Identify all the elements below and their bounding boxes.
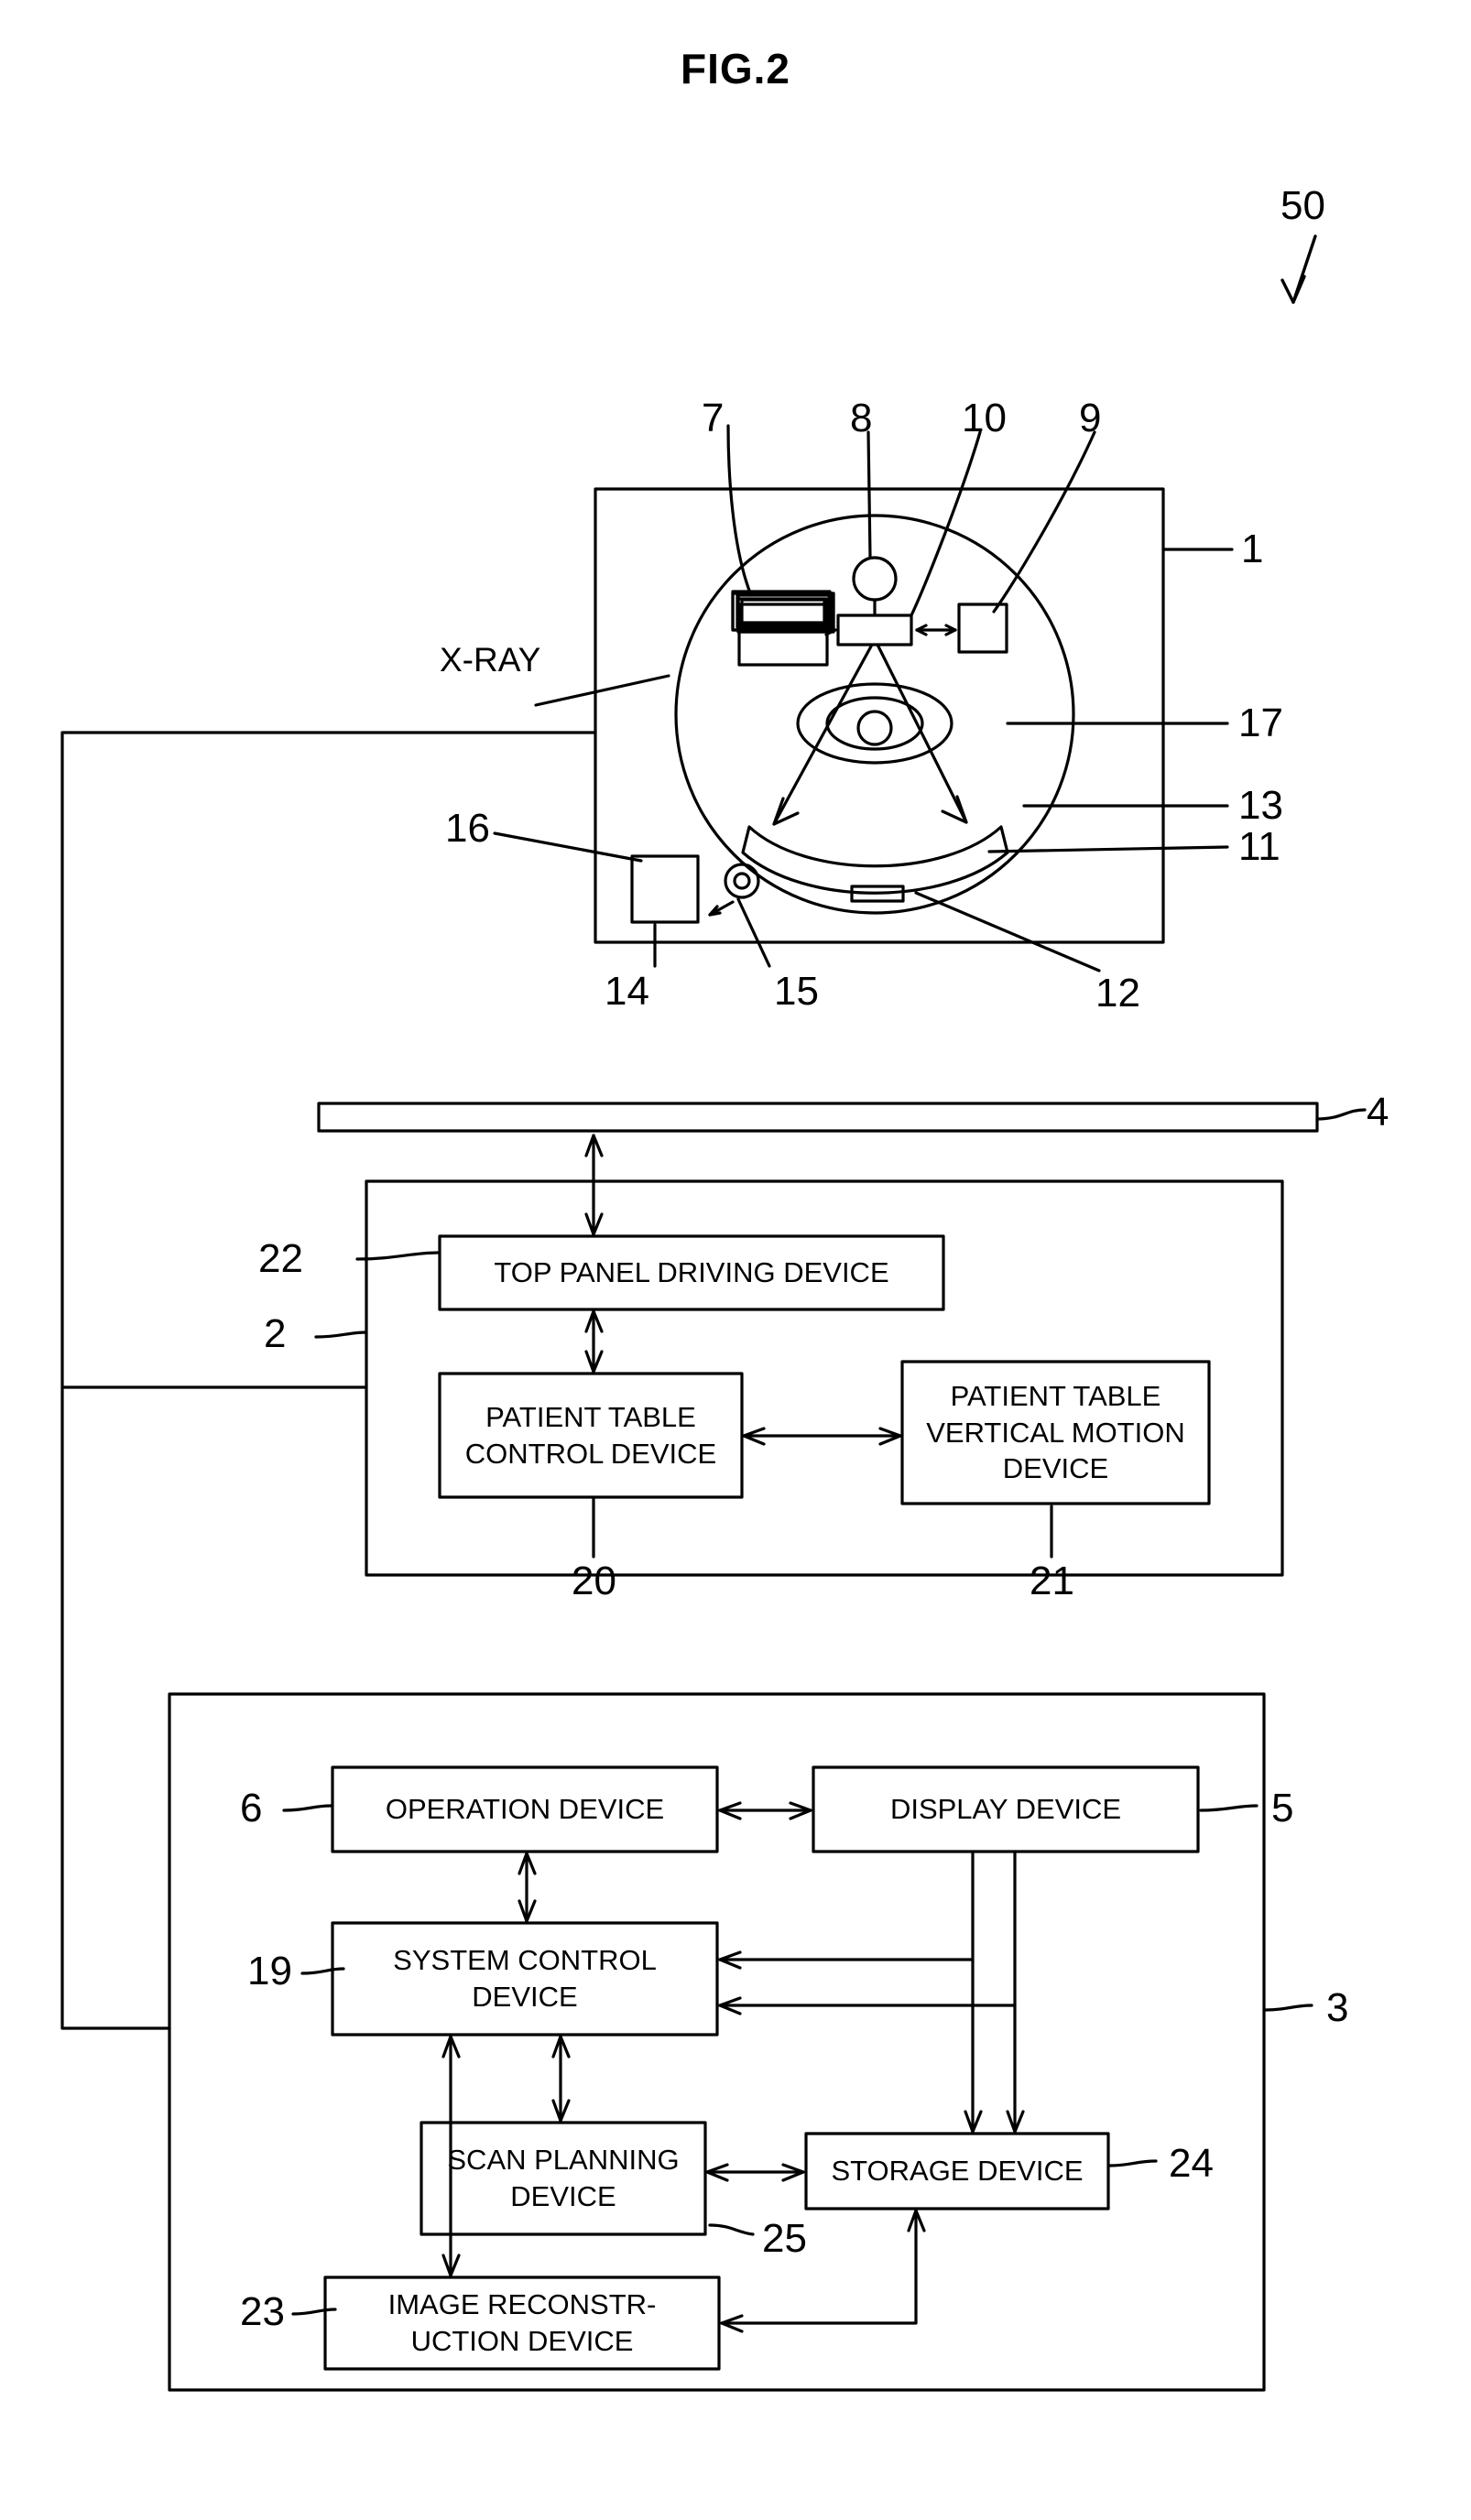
ref-7: 7: [702, 396, 725, 440]
box-system-control-device: SYSTEM CONTROL DEVICE: [393, 1944, 657, 2013]
box-image-reconstruction-device: IMAGE RECONSTR- UCTION DEVICE: [387, 2288, 657, 2357]
ref-23: 23: [240, 2289, 285, 2334]
ref-50: 50: [1280, 183, 1325, 228]
ref-8: 8: [850, 396, 873, 440]
ref-20: 20: [572, 1559, 616, 1603]
ref-4: 4: [1367, 1090, 1389, 1135]
ref-5: 5: [1271, 1786, 1294, 1830]
ref-10: 10: [962, 396, 1007, 440]
figure-title: FIG.2: [680, 45, 791, 92]
ref-11: 11: [1238, 824, 1280, 869]
box-patient-table-control-device: PATIENT TABLE CONTROL DEVICE: [464, 1400, 717, 1470]
label-xray: X-RAY: [440, 641, 541, 679]
box-storage-device: STORAGE DEVICE: [831, 2155, 1084, 2188]
ref-16: 16: [445, 806, 490, 851]
ref-9: 9: [1079, 396, 1102, 440]
ref-12: 12: [1095, 971, 1140, 1016]
box-display-device: DISPLAY DEVICE: [889, 1793, 1122, 1826]
ref-14: 14: [605, 969, 649, 1014]
box-scan-planning-device: SCAN PLANNING DEVICE: [447, 2144, 680, 2212]
ref-21: 21: [1030, 1559, 1074, 1603]
ref-2: 2: [264, 1311, 287, 1356]
ref-3: 3: [1326, 1985, 1349, 2030]
ref-24: 24: [1169, 2141, 1214, 2186]
ref-6: 6: [240, 1786, 263, 1830]
box-patient-table-vertical-motion-device: PATIENT TABLE VERTICAL MOTION DEVICE: [926, 1379, 1185, 1485]
ref-15: 15: [774, 969, 819, 1014]
box-operation-device: OPERATION DEVICE: [385, 1793, 665, 1826]
box-top-panel-driving-device: TOP PANEL DRIVING DEVICE: [494, 1256, 889, 1289]
ref-25: 25: [762, 2216, 807, 2261]
ref-13: 13: [1238, 783, 1283, 828]
ref-1: 1: [1241, 527, 1264, 571]
ref-19: 19: [247, 1949, 292, 1993]
ref-22: 22: [258, 1236, 303, 1281]
ref-17: 17: [1238, 701, 1283, 745]
